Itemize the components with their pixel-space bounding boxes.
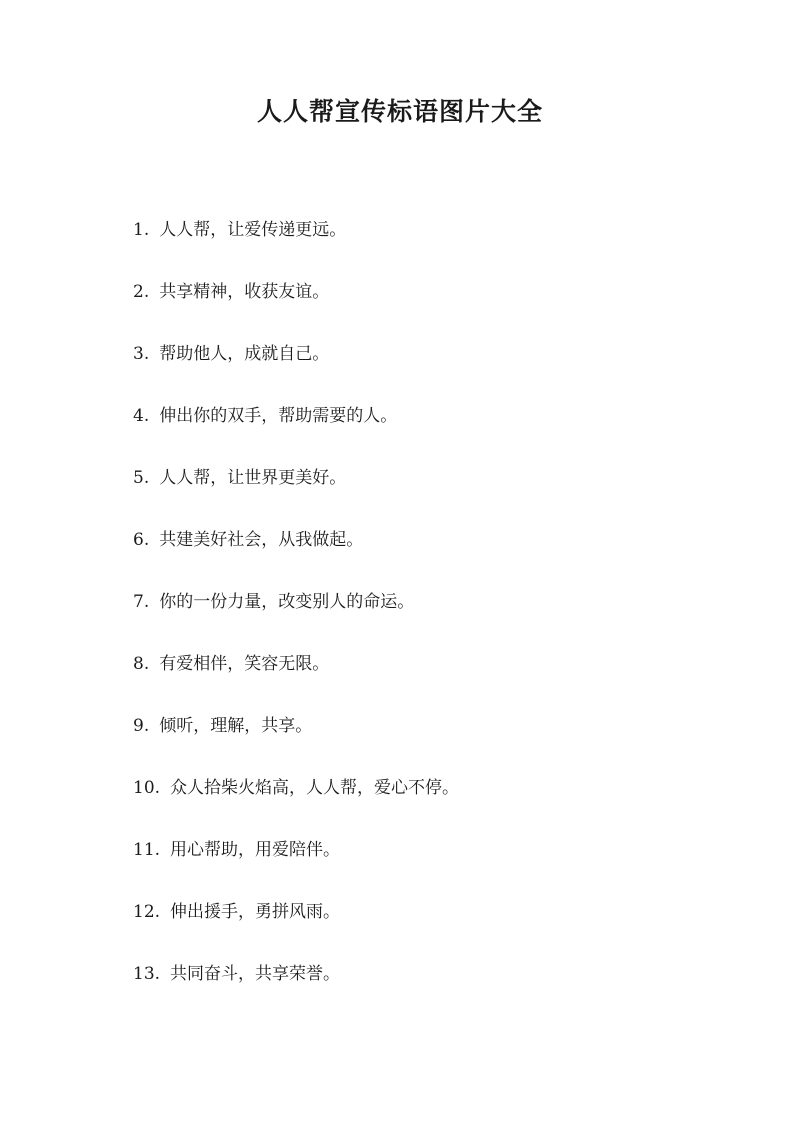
list-item xyxy=(133,832,459,894)
item-text: 共同奋斗，共享荣誉。 xyxy=(170,964,341,984)
list-item xyxy=(133,336,459,398)
item-text: 用心帮助，用爱陪伴。 xyxy=(170,840,341,860)
item-number: 7. xyxy=(133,592,150,612)
list-item xyxy=(133,460,459,522)
item-number: 13. xyxy=(133,964,161,984)
item-text: 帮助他人，成就自己。 xyxy=(159,344,330,364)
item-number: 1. xyxy=(133,220,150,240)
item-text: 伸出你的双手，帮助需要的人。 xyxy=(159,406,398,426)
item-text: 伸出援手，勇拼风雨。 xyxy=(170,902,341,922)
list-item xyxy=(133,956,459,1018)
item-number: 9. xyxy=(133,716,150,736)
list-item xyxy=(133,584,459,646)
item-text: 人人帮，让世界更美好。 xyxy=(159,468,347,488)
document-title: 人人帮宣传标语图片大全 xyxy=(256,97,543,126)
list-item xyxy=(133,212,459,274)
list-item xyxy=(133,708,459,770)
slogan-list xyxy=(133,212,459,1018)
item-number: 2. xyxy=(133,282,150,302)
list-item xyxy=(133,522,459,584)
item-number: 10. xyxy=(133,778,161,798)
item-number: 4. xyxy=(133,406,150,426)
item-number: 5. xyxy=(133,468,150,488)
list-item xyxy=(133,398,459,460)
item-text: 共建美好社会，从我做起。 xyxy=(159,530,364,550)
item-number: 3. xyxy=(133,344,150,364)
list-item xyxy=(133,646,459,708)
list-item xyxy=(133,770,459,832)
item-text: 有爱相伴，笑容无限。 xyxy=(159,654,330,674)
item-text: 众人拾柴火焰高，人人帮，爱心不停。 xyxy=(170,778,460,798)
item-number: 12. xyxy=(133,902,161,922)
list-item xyxy=(133,894,459,956)
item-number: 11. xyxy=(133,840,161,860)
item-number: 6. xyxy=(133,530,150,550)
item-text: 共享精神，收获友谊。 xyxy=(159,282,330,302)
item-text: 倾听，理解，共享。 xyxy=(159,716,313,736)
item-text: 你的一份力量，改变别人的命运。 xyxy=(159,592,415,612)
item-text: 人人帮，让爱传递更远。 xyxy=(159,220,347,240)
item-number: 8. xyxy=(133,654,150,674)
list-item xyxy=(133,274,459,336)
